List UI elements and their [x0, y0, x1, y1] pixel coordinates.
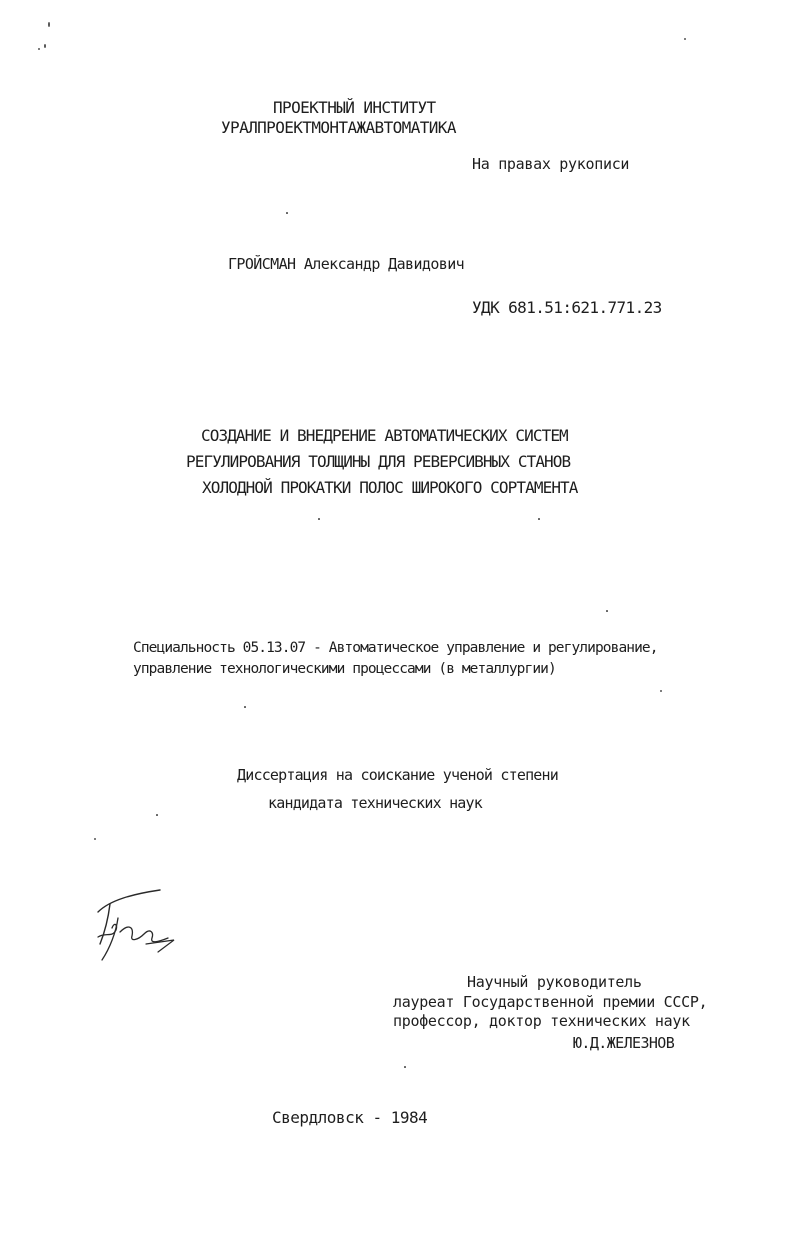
specialty-line1: Специальность 05.13.07 - Автоматическое управление и регулирование,	[133, 640, 658, 656]
scan-speck	[44, 44, 46, 48]
scan-speck	[606, 610, 608, 612]
scan-speck	[156, 814, 158, 816]
scan-speck	[404, 1066, 406, 1068]
scan-speck	[244, 706, 246, 708]
specialty-line2: управление технологическими процессами (в металлургии)	[133, 661, 556, 677]
supervisor-role: Научный руководитель	[467, 973, 642, 991]
thesis-title-line2: РЕГУЛИРОВАНИЯ ТОЛЩИНЫ ДЛЯ РЕВЕРСИВНЫХ СТАНОВ	[186, 452, 571, 471]
scan-speck	[286, 212, 288, 214]
scan-speck	[48, 22, 50, 27]
institute-name-line1: ПРОЕКТНЫЙ ИНСТИТУТ	[273, 98, 436, 117]
signature	[88, 882, 184, 966]
thesis-title-line1: СОЗДАНИЕ И ВНЕДРЕНИЕ АВТОМАТИЧЕСКИХ СИСТЕМ	[201, 426, 568, 445]
thesis-title-line3: ХОЛОДНОЙ ПРОКАТКИ ПОЛОС ШИРОКОГО СОРТАМЕНТА	[202, 478, 578, 497]
scan-speck	[318, 518, 320, 520]
degree-line1: Диссертация на соискание ученой степени	[237, 766, 559, 784]
supervisor-title2: профессор, доктор технических наук	[393, 1012, 690, 1030]
author-name: ГРОЙСМАН Александр Давидович	[228, 255, 465, 273]
scan-speck	[660, 690, 662, 692]
supervisor-name: Ю.Д.ЖЕЛЕЗНОВ	[573, 1034, 675, 1052]
scan-speck	[38, 48, 40, 50]
udk-code: УДК 681.51:621.771.23	[472, 298, 662, 317]
degree-line2: кандидата технических наук	[268, 794, 483, 812]
rights-note: На правах рукописи	[472, 155, 630, 173]
scan-speck	[684, 38, 686, 40]
place-year: Свердловск - 1984	[272, 1108, 428, 1127]
institute-name-line2: УРАЛПРОЕКТМОНТАЖАВТОМАТИКА	[221, 118, 456, 137]
supervisor-title1: лауреат Государственной премии СССР,	[393, 993, 708, 1011]
scan-speck	[538, 518, 540, 520]
scan-speck	[94, 838, 96, 840]
